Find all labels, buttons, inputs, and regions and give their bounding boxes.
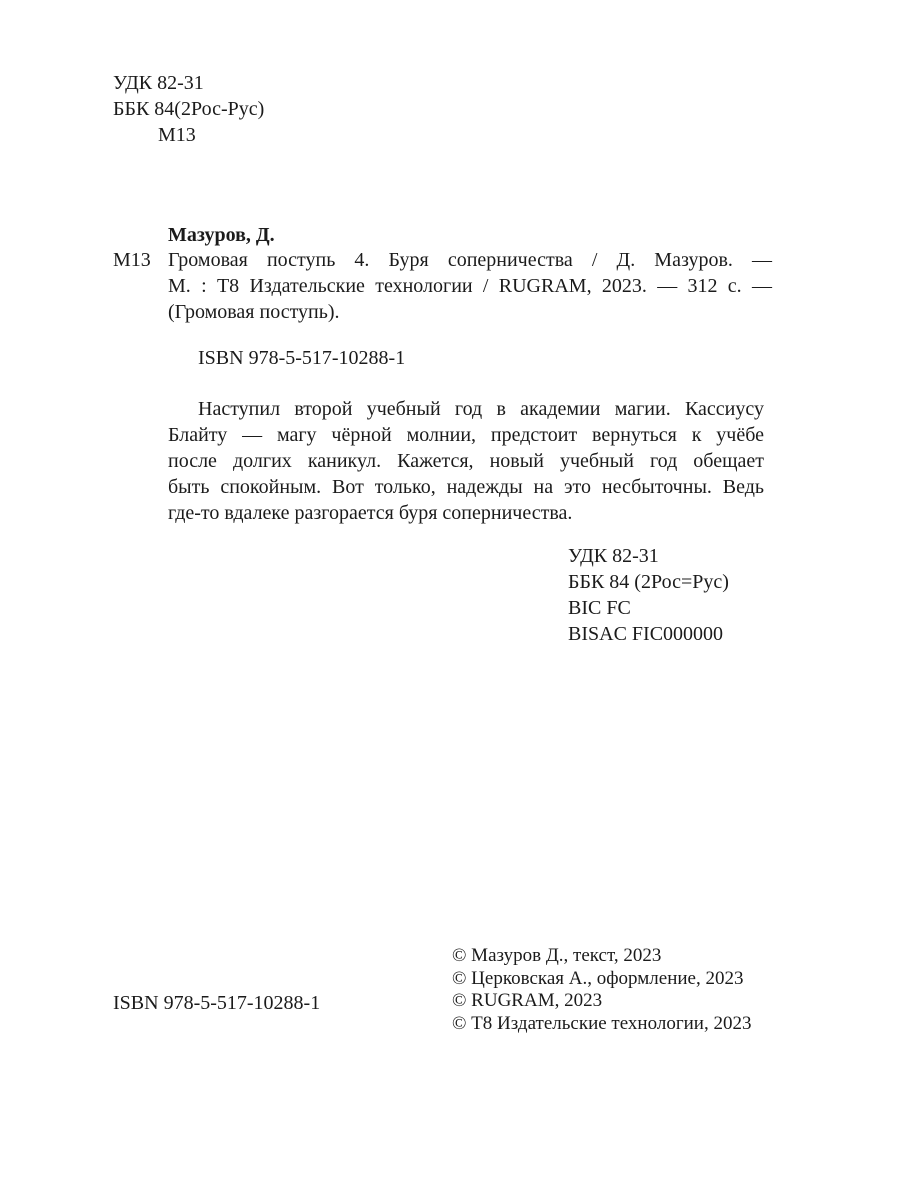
copyright-line: © Т8 Издательские технологии, 2023 <box>452 1012 752 1034</box>
author-name: Мазуров, Д. <box>168 224 275 246</box>
udk-header: УДК 82-31 <box>113 72 204 94</box>
copyright-line: © RUGRAM, 2023 <box>452 990 603 1011</box>
biblio-line: Громовая поступь 4. Буря соперничества / Д. Мазуров. — <box>168 249 772 271</box>
annotation-line: после долгих каникул. Кажется, новый учебный год обещает <box>168 450 764 472</box>
author-code-header: М13 <box>158 124 196 146</box>
isbn-footer: ISBN 978-5-517-10288-1 <box>113 992 321 1014</box>
annotation-line: Блайту — магу чёрной молнии, предстоит вернуться к учёбе <box>168 424 764 446</box>
udk-code: УДК 82-31 <box>568 545 659 567</box>
author-code-side: М13 <box>113 249 151 271</box>
biblio-line: (Громовая поступь). <box>168 301 340 323</box>
annotation-line: быть спокойным. Вот только, надежды на это несбыточны. Ведь <box>168 476 764 498</box>
classification-block <box>568 543 729 647</box>
copyright-line: © Церковская А., оформление, 2023 <box>452 967 744 989</box>
annotation-line: где-то вдалеке разгорается буря соперничества. <box>168 502 573 524</box>
copyright-block <box>452 945 751 1035</box>
bic-code: BIC FC <box>568 597 631 619</box>
biblio-line: М. : Т8 Издательские технологии / RUGRAM, 2023. — 312 с. — <box>168 275 772 297</box>
bbk-header: ББК 84(2Рос-Рус) <box>113 98 265 120</box>
annotation <box>168 396 764 526</box>
isbn-record: ISBN 978-5-517-10288-1 <box>198 347 406 369</box>
annotation-line: Наступил второй учебный год в академии магии. Кассиусу <box>198 398 764 420</box>
bisac-code: BISAC FIC000000 <box>568 623 724 645</box>
bibliographic-description <box>168 247 772 325</box>
copyright-line: © Мазуров Д., текст, 2023 <box>452 945 662 966</box>
bbk-code: ББК 84 (2Рос=Рус) <box>568 571 729 593</box>
